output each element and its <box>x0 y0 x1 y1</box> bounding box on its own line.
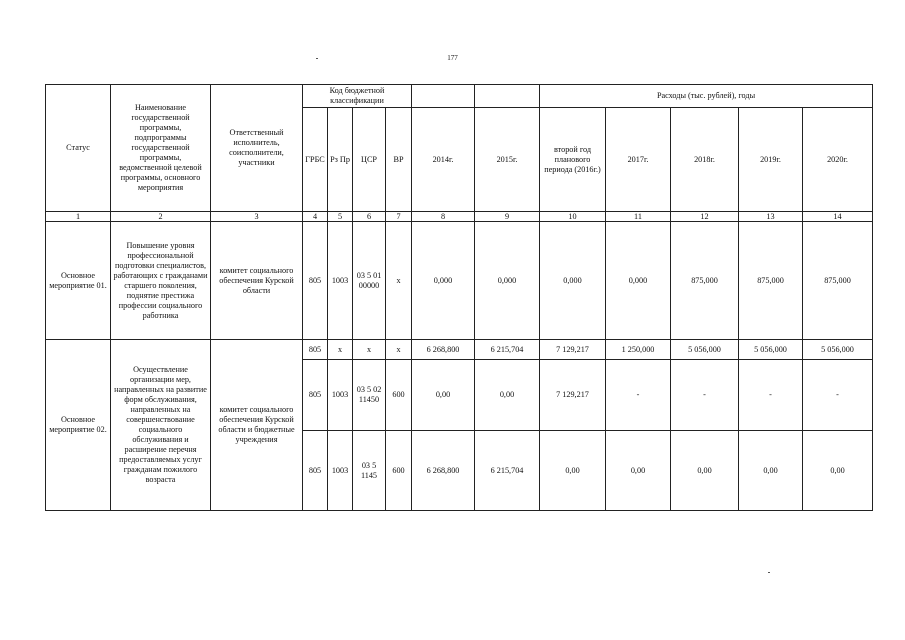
row1-value-2015: 0,000 <box>475 222 540 340</box>
row2b-value-2020: - <box>803 360 873 431</box>
header-expenses-group: Расходы (тыс. рублей), годы <box>540 85 873 108</box>
row2b-value-2016: 7 129,217 <box>540 360 606 431</box>
row2a-value-2015: 6 215,704 <box>475 340 540 360</box>
row2a-value-2017: 1 250,000 <box>606 340 671 360</box>
column-number: 13 <box>739 212 803 222</box>
scan-speck <box>768 572 770 573</box>
row2c-value-2015: 6 215,704 <box>475 431 540 511</box>
row2b-value-2014: 0,00 <box>412 360 475 431</box>
scan-speck <box>316 58 318 59</box>
header-2016: второй год планового периода (2016г.) <box>540 108 606 212</box>
row2b-vr: 600 <box>386 360 412 431</box>
header-2014: 2014г. <box>412 108 475 212</box>
row1-value-2014: 0,000 <box>412 222 475 340</box>
row2c-value-2020: 0,00 <box>803 431 873 511</box>
row2-status: Основное мероприятие 02. <box>46 340 111 511</box>
page-number: 177 <box>447 54 458 62</box>
column-number: 4 <box>303 212 328 222</box>
row2c-csr: 03 5 1145 <box>353 431 386 511</box>
header-status: Статус <box>46 85 111 212</box>
row1-vr: х <box>386 222 412 340</box>
header-executor: Ответственный исполнитель, соисполнители, участники <box>211 85 303 212</box>
row2a-vr: х <box>386 340 412 360</box>
header-2020: 2020г. <box>803 108 873 212</box>
row1-status: Основное мероприятие 01. <box>46 222 111 340</box>
table-row <box>46 340 873 360</box>
row2b-rzpr: 1003 <box>328 360 353 431</box>
row2a-value-2016: 7 129,217 <box>540 340 606 360</box>
header-2015: 2015г. <box>475 108 540 212</box>
header-blank-8 <box>412 85 475 108</box>
row2c-value-2017: 0,00 <box>606 431 671 511</box>
header-grbs: ГРБС <box>303 108 328 212</box>
row2b-value-2019: - <box>739 360 803 431</box>
row1-value-2020: 875,000 <box>803 222 873 340</box>
row1-value-2018: 875,000 <box>671 222 739 340</box>
column-number: 7 <box>386 212 412 222</box>
row1-rzpr: 1003 <box>328 222 353 340</box>
row1-csr: 03 5 01 00000 <box>353 222 386 340</box>
row2b-value-2017: - <box>606 360 671 431</box>
row2-executor: комитет социального обеспечения Курской области и бюджетные учреждения <box>211 340 303 511</box>
row2c-value-2016: 0,00 <box>540 431 606 511</box>
column-number: 14 <box>803 212 873 222</box>
header-name: Наименование государственной программы, подпрограммы государственной программы, ведомственной целевой программы, основного мероприятия <box>111 85 211 212</box>
header-2017: 2017г. <box>606 108 671 212</box>
row2a-value-2014: 6 268,800 <box>412 340 475 360</box>
row2b-value-2015: 0,00 <box>475 360 540 431</box>
column-number: 9 <box>475 212 540 222</box>
column-number: 12 <box>671 212 739 222</box>
budget-table <box>45 84 873 511</box>
header-blank-9 <box>475 85 540 108</box>
row2b-grbs: 805 <box>303 360 328 431</box>
column-number: 6 <box>353 212 386 222</box>
row2a-csr: х <box>353 340 386 360</box>
row1-value-2017: 0,000 <box>606 222 671 340</box>
row2a-value-2019: 5 056,000 <box>739 340 803 360</box>
row2c-value-2018: 0,00 <box>671 431 739 511</box>
row2c-rzpr: 1003 <box>328 431 353 511</box>
row2a-value-2018: 5 056,000 <box>671 340 739 360</box>
row2b-csr: 03 5 02 11450 <box>353 360 386 431</box>
row2a-value-2020: 5 056,000 <box>803 340 873 360</box>
row2b-value-2018: - <box>671 360 739 431</box>
column-number: 3 <box>211 212 303 222</box>
header-csr: ЦСР <box>353 108 386 212</box>
row1-value-2019: 875,000 <box>739 222 803 340</box>
row2-name: Осуществление организации мер, направленных на развитие форм обслуживания, направленных на совершенствование социального обслуживания и расширение перечня предоставляемых услуг гражданам пожилого возраста <box>111 340 211 511</box>
row1-name: Повышение уровня профессиональной подготовки специалистов, работающих с гражданами старшего поколения, поднятие престижа профессии социального работника <box>111 222 211 340</box>
row1-grbs: 805 <box>303 222 328 340</box>
header-2018: 2018г. <box>671 108 739 212</box>
row1-executor: комитет социального обеспечения Курской области <box>211 222 303 340</box>
row2a-grbs: 805 <box>303 340 328 360</box>
row2c-value-2019: 0,00 <box>739 431 803 511</box>
row2a-rzpr: х <box>328 340 353 360</box>
table-row <box>46 222 873 340</box>
column-number: 11 <box>606 212 671 222</box>
row2c-value-2014: 6 268,800 <box>412 431 475 511</box>
column-number: 10 <box>540 212 606 222</box>
header-rzpr: Рз Пр <box>328 108 353 212</box>
column-number: 2 <box>111 212 211 222</box>
header-budget-code-group: Код бюджетной классификации <box>303 85 412 108</box>
column-number: 1 <box>46 212 111 222</box>
row2c-vr: 600 <box>386 431 412 511</box>
column-number-row <box>46 212 873 222</box>
row2c-grbs: 805 <box>303 431 328 511</box>
row1-value-2016: 0,000 <box>540 222 606 340</box>
header-2019: 2019г. <box>739 108 803 212</box>
column-number: 5 <box>328 212 353 222</box>
column-number: 8 <box>412 212 475 222</box>
header-vr: ВР <box>386 108 412 212</box>
